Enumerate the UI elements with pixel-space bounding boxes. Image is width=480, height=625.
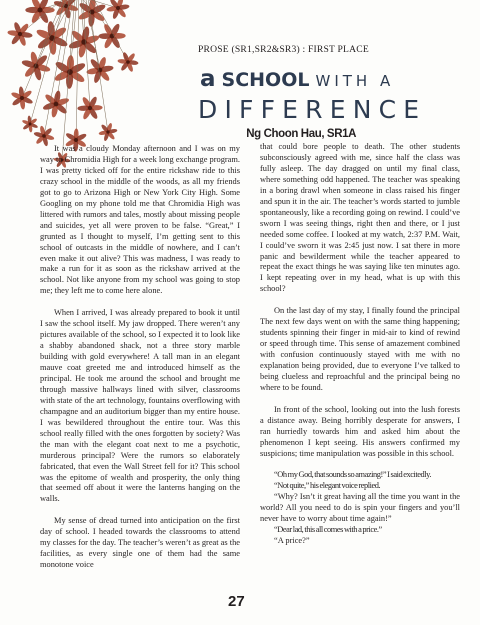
right-text-column xyxy=(260,142,460,547)
paragraph: It was a cloudy Monday afternoon and I was on my way to Chromidia High for a week long exchange program. I was pretty ticked off for the entire rickshaw ride to this crazy school in the middle of the woods, as all my friends got to go to Arizona High or New York City High. Some Googling on my phone told me that Chromidia High was littered with rumors and tales, mostly about missing people and suicides, yet all were proven to be false. “Great,” I grunted as I thought to myself, I’m getting sent to this school of outcasts in the middle of nowhere, and I can’t even make it out alive? This was madness, I was ready to make a run for it as soon as the rickshaw arrived at the school. Not like anyone from my school was going to stop me; they left me to come here alone. xyxy=(40,144,241,296)
paragraph: In front of the school, looking out into the lush forests a distance away. Being horribly desperate for answers, I ran hurriedly towards him and asked him about the phenomenon I kept seeing. His answers confirmed my suspicions; time manipulation was possible in this school. xyxy=(260,404,460,458)
dialogue-line: “Oh my God, that sounds so amazing!” I said excitedly. xyxy=(274,470,431,480)
paragraph: My sense of dread turned into anticipation on the first day of school. I headed towards the classrooms to attend my classes for the day. The teacher’s weren’t as great as the facilities, as every single one of them had the same monotone voice xyxy=(40,516,240,570)
title-word-difference: DIFFERENCE xyxy=(198,95,427,124)
dialogue-line: “Why? Isn’t it great having all the time you want in the world? All you need to do is spin your fingers and you’ll never have to worry about time again!” xyxy=(260,492,460,524)
dialogue-line: “Not quite,” his elegant voice replied. xyxy=(274,481,381,491)
dialogue-line: “Dear lad, this all comes with a price.” xyxy=(274,525,382,535)
paragraph: On the last day of my stay, I finally found the principal The next few days went on with the same thing happening; students spinning their finger in mid-air to kind of rewind or speed through time. This sense of amazement combined with confusion continuously stayed with me with no explanation being provided, due to everyone I’ve talked to being clueless and reproachful and the principal being no where to be found. xyxy=(260,306,460,392)
flower-head xyxy=(98,23,125,50)
page-number: 27 xyxy=(228,593,245,610)
flower-head xyxy=(7,21,33,46)
flower-head xyxy=(25,0,54,24)
flower-head xyxy=(106,0,130,20)
flower-head xyxy=(22,115,39,132)
title-word-a: a xyxy=(200,66,216,92)
flower-head xyxy=(10,86,33,109)
section-label: PROSE (SR1,SR2&SR3) : FIRST PLACE xyxy=(198,44,369,55)
dialogue-line: “A price?” xyxy=(274,536,310,546)
left-text-column xyxy=(40,144,240,571)
flower-head xyxy=(77,96,102,121)
title-word-school: SCHOOL xyxy=(221,69,310,91)
flower-head xyxy=(117,51,138,72)
flower-head xyxy=(98,122,117,141)
paragraph: When I arrived, I was already prepared to book it until I saw the school itself. My jaw dropped. There weren’t any pictures available of the school, so I expected it to look like a shabby abandoned shack, not a three story marble building with gold everywhere! A tall man in an elegant mauve coat greeted me and introduced himself as the principal. He took me around the school and brought me through massive hallways lined with silver, classrooms with state of the art technology, fountains overflowing with champagne and an auditorium bigger than my entire house. I was bewildered throughout the entire tour. Was this school really filled with the ones forgotten by society? Was the man with the elegant coat next to me a psychotic, murderous principal? Were the rumors so elaborately fabricated, that even the Wall Street fell for it? This school was the epitome of wealth and prosperity, the only thing that seemed off about it were the lanterns hanging on the walls. xyxy=(40,308,240,504)
author-byline: Ng Choon Hau, SR1A xyxy=(246,128,356,140)
paragraph: that could bore people to death. The other students subconsciously agreed with me, since half the class was fully asleep. The day dragged on until my final class, where something odd happened. The teacher was speaking in a boring drawl when someone in class raised his finger and spun it in the air. The teacher’s words started to jumble spontaneously, like a recording going on rewind. I could’ve sworn I was seeing things, right then and there, or I just needed some coffee. I looked at my watch, 2:37 P.M. Wait, I could’ve sworn it was 2:45 just now. I sat there in more panic and bewilderment while the teacher appeared to repeat the exact things he was saying like ten minutes ago. I kept repeating over in my head, what is up with this school? xyxy=(260,142,460,294)
title-words-with-a: WITH A xyxy=(315,72,395,90)
article-title-line1 xyxy=(200,66,394,92)
